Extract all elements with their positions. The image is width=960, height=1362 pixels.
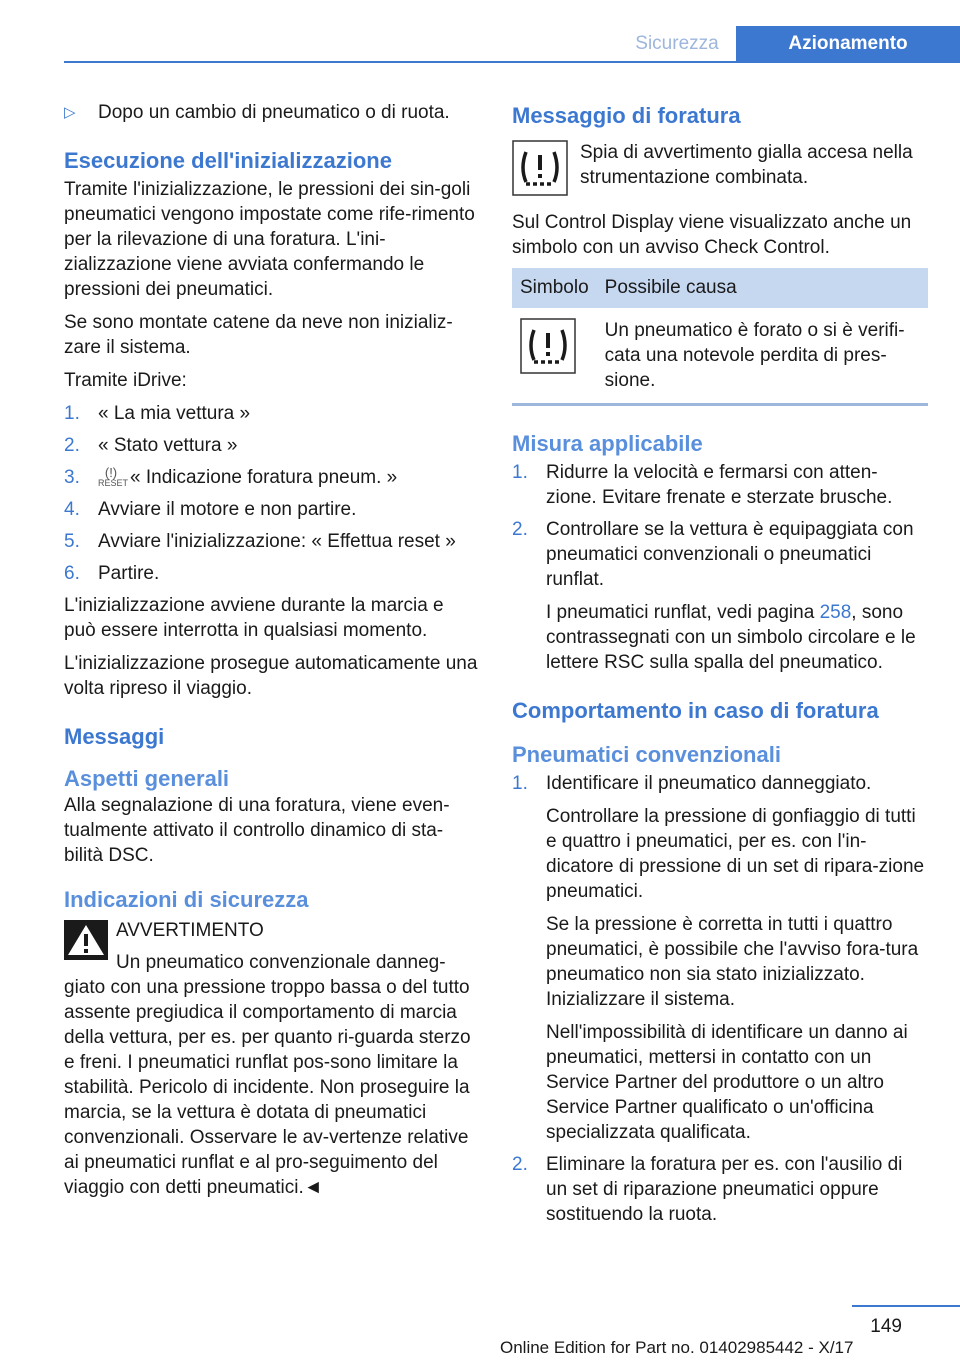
heading-conventional: Pneumatici convenzionali — [512, 742, 781, 767]
heading-measure: Misura applicabile — [512, 431, 703, 456]
table-header-symbol: Simbolo — [512, 268, 597, 308]
list-item: 6. Partire. — [64, 563, 160, 584]
symbol-table — [512, 268, 928, 403]
page-header — [618, 26, 960, 62]
heading-execution: Esecuzione dell'inizializzazione — [64, 148, 392, 173]
list-item: 2. Controllare se la vettura è equipaggiata con pneumatici convenzionali o pneumatici runflat. I pneumatici runflat, vedi pagina 258, sono contrassegnati con un simbolo circolare e le lettere RSC sulla spalla del pneumatico. — [512, 517, 928, 675]
table-header-cause: Possibile causa — [597, 268, 928, 308]
header-section: Sicurezza — [618, 26, 736, 62]
paragraph: Tramite iDrive: — [64, 370, 187, 391]
left-column — [64, 100, 478, 1208]
heading-safety: Indicazioni di sicurezza — [64, 887, 309, 912]
list-item: 5. Avviare l'inizializzazione: « Effettua reset » — [64, 531, 456, 552]
warning-title: AVVERTIMENTO — [116, 920, 264, 941]
warning-triangle-icon — [64, 920, 108, 960]
paragraph: Se sono montate catene da neve non inizializ-zare il sistema. — [64, 312, 453, 358]
page-number: 149 — [870, 1316, 902, 1337]
table-bottom-rule — [512, 403, 928, 406]
header-chapter: Azionamento — [736, 26, 960, 62]
list-item: 2. « Stato vettura » — [64, 435, 238, 456]
warning-text: giato con una pressione troppo bassa o del tutto assente pregiudica il comportamento di marcia della vettura, per es. per quanto ri-guarda sterzo e freni. I pneumatici runflat pos-sono limitare la stabilità. Pericolo di incidente. Non proseguire la marcia, se la vettura è dotata di pneumatici convenzionali. Osservare le av-vertenze relative ai pneumatici runflat e al pro-seguimento del viaggio con detti pneumatici.◄ — [64, 977, 471, 1198]
heading-flat-message: Messaggio di foratura — [512, 103, 741, 128]
tyre-pressure-warning-icon — [512, 140, 568, 196]
list-item: 1. Identificare il pneumatico danneggiato. Controllare la pressione di gonfiaggio di tutti e quattro i pneumatici, per es. con l'in-dicatore di pressione di un set di ripara-zione pneumatici. Se la pressione è corretta in tutti i quattro pneumatici, è possibile che l'avviso fora-tura pneumatico non sia stato inizializzato. Inizializzare il sistema. Nell'impossibilità di identificare un danno ai pneumatici, mettersi in contatto con un Service Partner del produttore o un altro Service Partner qualificato o un'officina specializzata qualificata. — [512, 771, 928, 1145]
paragraph: Sul Control Display viene visualizzato anche un simbolo con un avviso Check Control. — [512, 212, 912, 258]
heading-general: Aspetti generali — [64, 766, 230, 791]
header-rule — [64, 61, 960, 63]
heading-messages: Messaggi — [64, 724, 165, 749]
right-column — [512, 100, 928, 1234]
warning-lead: Un pneumatico convenzionale danneg- — [116, 952, 446, 973]
paragraph: L'inizializzazione prosegue automaticamente una volta ripreso il viaggio. — [64, 653, 478, 699]
list-subtext: I pneumatici runflat, vedi pagina 258, sono contrassegnati con un simbolo circolare e le lettere RSC sulla spalla del pneumatico. — [546, 602, 916, 673]
tyre-pressure-warning-icon — [520, 318, 576, 374]
warning-block — [64, 918, 478, 975]
tyre-reset-icon: (!) RESET — [98, 464, 129, 488]
list-subtext: Controllare la pressione di gonfiaggio di tutti e quattro i pneumatici, per es. con l'in-dicatore di pressione di un set di ripara-zione pneumatici. — [546, 806, 925, 902]
triangle-bullet-icon: ▷ — [64, 104, 76, 121]
list-subtext: Nell'impossibilità di identificare un danno ai pneumatici, mettersi in contatto con un Service Partner del produttore o un altro Service Partner qualificato o un'officina specializzata qualificata. — [546, 1022, 908, 1143]
paragraph: Tramite l'inizializzazione, le pressioni dei sin-goli pneumatici vengono impostate come rife-rimento per la rilevazione di una foratura. L'ini-zializzazione viene avviata confermando le pressioni dei pneumatici. — [64, 179, 475, 300]
idrive-steps — [64, 401, 478, 586]
heading-behaviour: Comportamento in caso di foratura — [512, 698, 879, 723]
list-item: 2. Eliminare la foratura per es. con l'ausilio di un set di riparazione pneumatici oppure sostituendo la ruota. — [512, 1154, 903, 1225]
list-item: 1. Ridurre la velocità e fermarsi con atten-zione. Evitare frenate e sterzate brusche. — [512, 462, 893, 508]
warning-lamp-row — [512, 140, 928, 196]
bullet-text: Dopo un cambio di pneumatico o di ruota. — [98, 102, 450, 123]
list-subtext: Se la pressione è corretta in tutti i quattro pneumatici, è possibile che l'avviso fora-tura pneumatico non sia stato inizializzato. Inizializzare il sistema. — [546, 914, 919, 1010]
edition-text: Online Edition for Part no. 01402985442 - X/17 — [500, 1338, 854, 1357]
footer-rule — [852, 1305, 960, 1307]
list-item: 1. « La mia vettura » — [64, 403, 251, 424]
lamp-description: Spia di avvertimento gialla accesa nella strumentazione combinata. — [580, 142, 913, 188]
conventional-list — [512, 771, 928, 1227]
list-item: 3. (!) RESET « Indicazione foratura pneum. » — [64, 464, 398, 488]
bullet-item — [64, 100, 478, 125]
table-row — [512, 308, 928, 403]
page-link[interactable]: 258 — [819, 602, 852, 623]
table-cell-cause: Un pneumatico è forato o si è verifi-cata una notevole perdita di pres-sione. — [604, 320, 905, 391]
paragraph: Alla segnalazione di una foratura, viene even-tualmente attivato il controllo dinamico di sta-bilità DSC. — [64, 795, 450, 866]
paragraph: L'inizializzazione avviene durante la marcia e può essere interrotta in qualsiasi momento. — [64, 595, 444, 641]
list-item: 4. Avviare il motore e non partire. — [64, 499, 357, 520]
measure-list — [512, 460, 928, 675]
